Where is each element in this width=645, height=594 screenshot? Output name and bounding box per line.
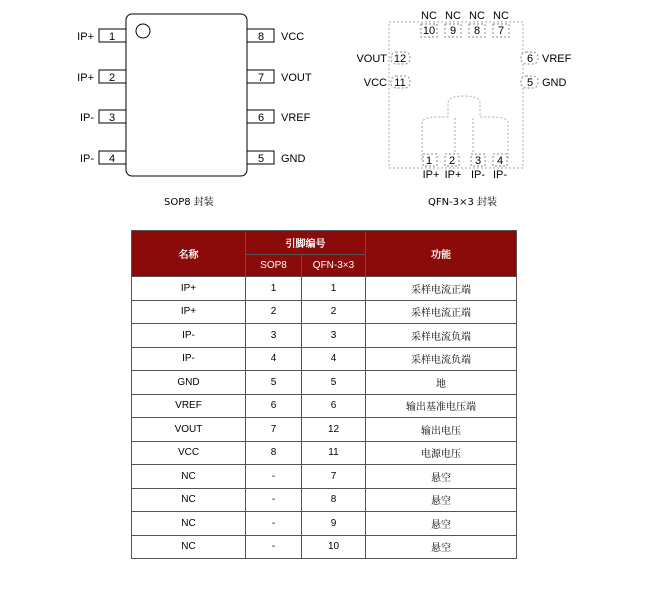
header-qfn: QFN-3×3 — [302, 255, 366, 277]
cell-function: 悬空 — [366, 535, 517, 559]
qfn-pin-label: IP+ — [444, 169, 462, 181]
cell-qfn: 12 — [302, 418, 366, 442]
sop8-pin-label: IP- — [79, 153, 94, 165]
cell-function: 采样电流负端 — [366, 324, 517, 348]
table-row — [132, 277, 517, 301]
qfn-pin-label: IP- — [492, 169, 508, 181]
cell-function: 悬空 — [366, 512, 517, 536]
qfn-caption: QFN-3×3 封装 — [428, 197, 497, 208]
sop8-pin-number: 1 — [108, 31, 116, 43]
sop8-pin-number: 7 — [257, 72, 265, 84]
cell-function: 采样电流正端 — [366, 300, 517, 324]
qfn-pin-number: 4 — [496, 155, 504, 167]
table-row — [132, 535, 517, 559]
qfn-pin-number: 1 — [425, 155, 433, 167]
qfn-pin-label: NC — [445, 10, 461, 22]
cell-name: NC — [132, 535, 246, 559]
qfn-pin-label: NC — [421, 10, 437, 22]
sop8-pin-label: IP+ — [77, 72, 94, 84]
cell-qfn: 3 — [302, 324, 366, 348]
pin-description-table — [131, 230, 517, 559]
sop8-pin-label: GND — [281, 153, 306, 165]
sop8-caption: SOP8 封装 — [164, 197, 214, 208]
table-row — [132, 512, 517, 536]
cell-function: 输出电压 — [366, 418, 517, 442]
cell-sop8: 7 — [246, 418, 302, 442]
cell-function: 采样电流负端 — [366, 347, 517, 371]
cell-name: VREF — [132, 394, 246, 418]
cell-qfn: 8 — [302, 488, 366, 512]
cell-qfn: 5 — [302, 371, 366, 395]
qfn-package — [356, 10, 571, 181]
sop8-pin-number: 4 — [108, 153, 116, 165]
cell-sop8: - — [246, 512, 302, 536]
qfn-pin-number: 7 — [497, 25, 505, 37]
table-row — [132, 488, 517, 512]
cell-name: NC — [132, 465, 246, 489]
table-row — [132, 418, 517, 442]
qfn-pin-label: GND — [542, 77, 567, 89]
sop8-pin-label: VOUT — [281, 72, 312, 84]
cell-function: 输出基准电压端 — [366, 394, 517, 418]
cell-name: VOUT — [132, 418, 246, 442]
table-row — [132, 300, 517, 324]
package-diagrams — [0, 0, 645, 215]
cell-name: IP- — [132, 324, 246, 348]
cell-sop8: 5 — [246, 371, 302, 395]
cell-sop8: - — [246, 488, 302, 512]
cell-qfn: 2 — [302, 300, 366, 324]
cell-sop8: - — [246, 465, 302, 489]
sop8-pin-number: 3 — [108, 112, 116, 124]
sop8-pin-number: 6 — [257, 112, 265, 124]
cell-function: 悬空 — [366, 465, 517, 489]
table-row — [132, 394, 517, 418]
cell-sop8: 1 — [246, 277, 302, 301]
sop8-pin-label: VCC — [281, 31, 305, 43]
cell-sop8: 4 — [246, 347, 302, 371]
cell-name: NC — [132, 488, 246, 512]
cell-sop8: 6 — [246, 394, 302, 418]
cell-qfn: 11 — [302, 441, 366, 465]
qfn-pin-label: IP+ — [422, 169, 440, 181]
qfn-pin-label: VOUT — [356, 53, 387, 65]
header-function: 功能 — [366, 231, 517, 277]
cell-name: NC — [132, 512, 246, 536]
qfn-pin-label: VCC — [363, 77, 387, 89]
cell-sop8: 8 — [246, 441, 302, 465]
sop8-pin-number: 5 — [257, 153, 265, 165]
cell-function: 悬空 — [366, 488, 517, 512]
qfn-pin-label: VREF — [542, 53, 572, 65]
cell-name: GND — [132, 371, 246, 395]
table-row — [132, 371, 517, 395]
cell-function: 采样电流正端 — [366, 277, 517, 301]
sop8-pin-label: IP+ — [77, 31, 94, 43]
qfn-pin-label: IP- — [470, 169, 486, 181]
header-pin-number: 引脚编号 — [246, 231, 366, 255]
cell-qfn: 7 — [302, 465, 366, 489]
cell-qfn: 6 — [302, 394, 366, 418]
cell-qfn: 9 — [302, 512, 366, 536]
qfn-pin-number: 6 — [526, 53, 534, 65]
cell-qfn: 4 — [302, 347, 366, 371]
table-row — [132, 465, 517, 489]
cell-function: 地 — [366, 371, 517, 395]
sop8-pin-label: VREF — [281, 112, 311, 124]
cell-name: IP- — [132, 347, 246, 371]
cell-qfn: 1 — [302, 277, 366, 301]
qfn-pin-label: NC — [469, 10, 485, 22]
sop8-pin-number: 8 — [257, 31, 265, 43]
qfn-pin-number: 12 — [393, 53, 407, 65]
cell-name: IP+ — [132, 300, 246, 324]
cell-qfn: 10 — [302, 535, 366, 559]
table-row — [132, 441, 517, 465]
cell-name: IP+ — [132, 277, 246, 301]
qfn-pin-number: 5 — [526, 77, 534, 89]
sop8-pin-label: IP- — [79, 112, 94, 124]
qfn-pin-number: 9 — [449, 25, 457, 37]
qfn-body — [389, 22, 523, 168]
header-name: 名称 — [132, 231, 246, 277]
qfn-pin-number: 10 — [422, 25, 436, 37]
sop8-pin-number: 2 — [108, 72, 116, 84]
qfn-pin-number: 8 — [473, 25, 481, 37]
qfn-pin-label: NC — [493, 10, 509, 22]
header-sop8: SOP8 — [246, 255, 302, 277]
qfn-pin-number: 11 — [394, 77, 406, 89]
cell-sop8: - — [246, 535, 302, 559]
qfn-pin-number: 2 — [448, 155, 456, 167]
cell-sop8: 2 — [246, 300, 302, 324]
cell-function: 电源电压 — [366, 441, 517, 465]
cell-sop8: 3 — [246, 324, 302, 348]
table-row — [132, 324, 517, 348]
sop8-package — [77, 14, 312, 176]
table-row — [132, 347, 517, 371]
qfn-pin-number: 3 — [474, 155, 482, 167]
cell-name: VCC — [132, 441, 246, 465]
